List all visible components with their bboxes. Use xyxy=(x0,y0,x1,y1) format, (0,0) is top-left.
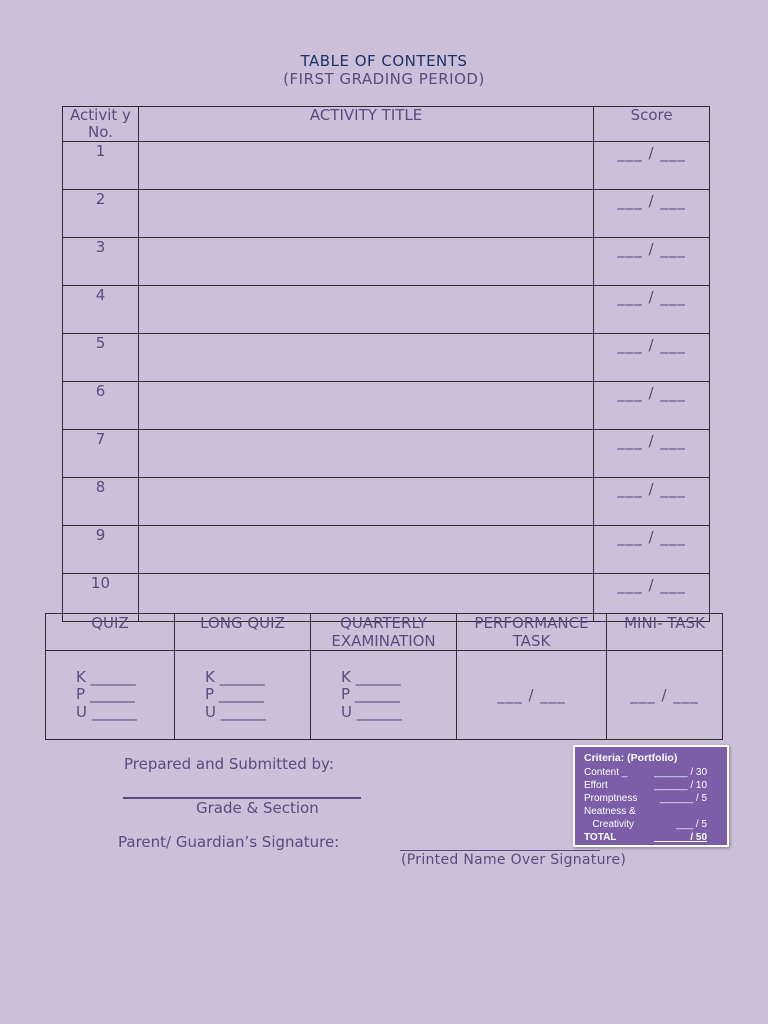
quiz-process-field[interactable]: P ______ xyxy=(76,685,135,704)
activity-title-field[interactable] xyxy=(138,286,593,334)
activity-title-field[interactable] xyxy=(138,190,593,238)
activity-score-field[interactable]: ___ / ___ xyxy=(594,142,710,190)
table-row xyxy=(63,430,710,478)
criteria-item xyxy=(584,792,719,805)
activity-title-header: ACTIVITY TITLE xyxy=(138,107,593,142)
parent-signature-line[interactable] xyxy=(400,850,600,851)
activity-number-header: Activit y No. xyxy=(63,107,139,142)
long-quiz-understanding-field[interactable]: U ______ xyxy=(205,702,266,721)
activity-score-field[interactable]: ___ / ___ xyxy=(594,478,710,526)
criteria-score: ______ / 5 xyxy=(659,793,707,804)
activity-number: 10 xyxy=(63,574,139,622)
criteria-item xyxy=(584,805,719,818)
activity-number: 9 xyxy=(63,526,139,574)
activity-number: 3 xyxy=(63,238,139,286)
activity-number: 5 xyxy=(63,334,139,382)
activity-title-field[interactable] xyxy=(138,526,593,574)
mini-task-header: MINI- TASK xyxy=(607,614,723,651)
activity-number: 8 xyxy=(63,478,139,526)
criteria-box xyxy=(573,745,729,847)
performance-score-field[interactable]: ___ / ___ xyxy=(497,686,566,704)
criteria-total-label: TOTAL xyxy=(584,832,617,843)
activity-title-field[interactable] xyxy=(138,430,593,478)
activity-score-field[interactable]: ___ / ___ xyxy=(594,190,710,238)
activity-table xyxy=(62,106,710,622)
activity-number: 2 xyxy=(63,190,139,238)
activity-table-header-row xyxy=(63,107,710,142)
mini-task-score-field[interactable]: ___ / ___ xyxy=(630,686,699,704)
activity-number: 7 xyxy=(63,430,139,478)
criteria-score: ___ / 5 xyxy=(676,819,707,830)
table-row xyxy=(63,286,710,334)
long-quiz-process-field[interactable]: P ______ xyxy=(205,685,264,704)
mini-task-score xyxy=(607,651,723,740)
activity-number: 4 xyxy=(63,286,139,334)
criteria-item xyxy=(584,779,719,792)
criteria-total-row xyxy=(584,831,719,844)
activity-score-field[interactable]: ___ / ___ xyxy=(594,286,710,334)
activity-score-field[interactable]: ___ / ___ xyxy=(594,526,710,574)
printed-name-caption: (Printed Name Over Signature) xyxy=(401,852,627,868)
assessment-table xyxy=(45,613,723,740)
quarterly-exam-header: QUARTERLY EXAMINATION xyxy=(311,614,457,651)
long-quiz-scores xyxy=(175,651,311,740)
activity-title-field[interactable] xyxy=(138,334,593,382)
quiz-knowledge-field[interactable]: K ______ xyxy=(76,667,136,686)
criteria-item xyxy=(584,818,719,831)
long-quiz-knowledge-field[interactable]: K ______ xyxy=(205,667,265,686)
criteria-label: Neatness & xyxy=(584,806,636,817)
quarterly-exam-scores xyxy=(311,651,457,740)
table-row xyxy=(63,382,710,430)
activity-title-field[interactable] xyxy=(138,142,593,190)
table-row xyxy=(63,190,710,238)
quarterly-process-field[interactable]: P ______ xyxy=(341,685,400,704)
quiz-header: QUIZ xyxy=(46,614,175,651)
activity-score-field[interactable]: ___ / ___ xyxy=(594,430,710,478)
activity-score-field[interactable]: ___ / ___ xyxy=(594,382,710,430)
performance-task-header: PERFORMANCE TASK xyxy=(457,614,607,651)
activity-score-field[interactable]: ___ / ___ xyxy=(594,238,710,286)
long-quiz-header: LONG QUIZ xyxy=(175,614,311,651)
table-row xyxy=(63,478,710,526)
criteria-label: Content _ xyxy=(584,767,628,778)
table-row xyxy=(63,142,710,190)
activity-score-field[interactable]: ___ / ___ xyxy=(594,334,710,382)
page-subtitle: (FIRST GRADING PERIOD) xyxy=(283,70,485,88)
page-title: TABLE OF CONTENTS xyxy=(300,52,468,70)
activity-score-header: Score xyxy=(594,107,710,142)
table-row xyxy=(63,526,710,574)
quarterly-knowledge-field[interactable]: K ______ xyxy=(341,667,401,686)
activity-number: 6 xyxy=(63,382,139,430)
performance-task-score xyxy=(457,651,607,740)
grade-section-label: Grade & Section xyxy=(196,799,319,817)
criteria-item xyxy=(584,766,719,779)
prepared-by-label: Prepared and Submitted by: xyxy=(124,755,334,773)
quiz-understanding-field[interactable]: U ______ xyxy=(76,702,137,721)
activity-number: 1 xyxy=(63,142,139,190)
criteria-score: ______ / 10 xyxy=(654,780,707,791)
quarterly-understanding-field[interactable]: U ______ xyxy=(341,702,402,721)
activity-title-field[interactable] xyxy=(138,478,593,526)
activity-title-field[interactable] xyxy=(138,238,593,286)
criteria-total-score: ______ / 50 xyxy=(654,832,707,843)
criteria-score: ______ / 30 xyxy=(654,767,707,778)
assessment-header-row xyxy=(46,614,723,651)
table-row xyxy=(63,238,710,286)
criteria-label: Promptness xyxy=(584,793,638,804)
parent-signature-label: Parent/ Guardian’s Signature: xyxy=(118,833,340,851)
criteria-label: Creativity xyxy=(584,819,635,830)
criteria-heading: Criteria: (Portfolio) xyxy=(584,752,678,764)
activity-score-field[interactable]: ___ / ___ xyxy=(594,574,710,622)
quiz-scores xyxy=(46,651,175,740)
activity-title-field[interactable] xyxy=(138,382,593,430)
criteria-label: Effort xyxy=(584,780,608,791)
table-row xyxy=(63,334,710,382)
assessment-score-row xyxy=(46,651,723,740)
